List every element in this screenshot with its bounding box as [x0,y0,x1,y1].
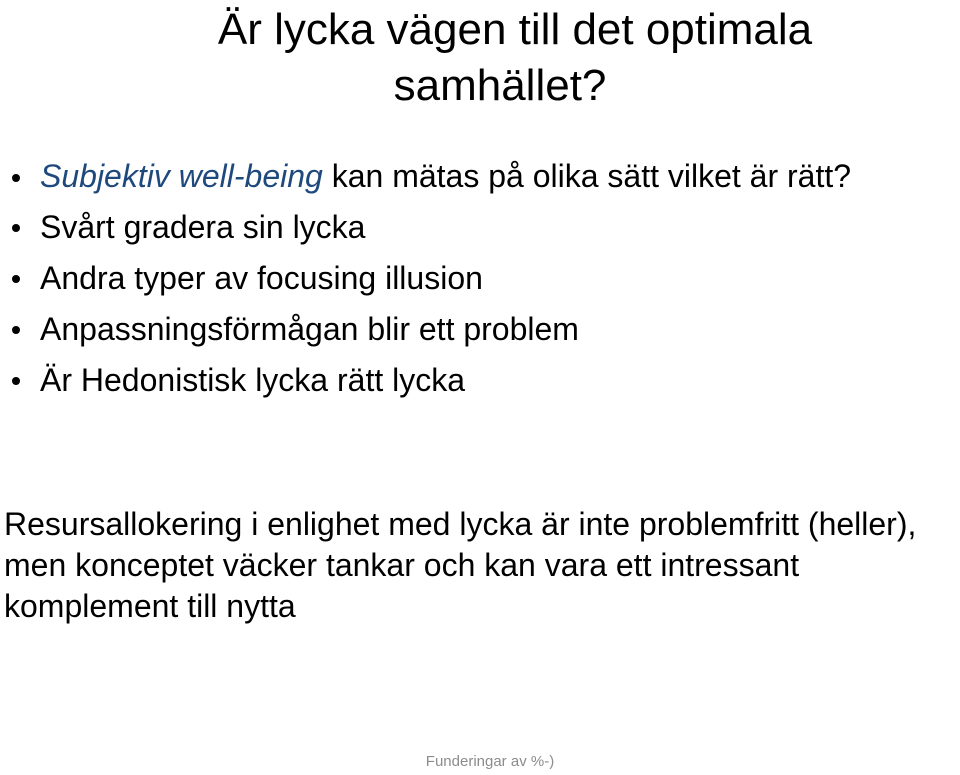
bullet-list [0,158,960,412]
bullet-dot-icon [12,377,20,385]
bullet-emphasis: Subjektiv well-being [40,158,323,194]
bullet-item [0,259,940,297]
bullet-dot-icon [12,275,20,283]
slide-title [60,2,930,114]
bullet-text: Är Hedonistisk lycka rätt lycka [40,362,466,398]
bullet-dot-icon [12,326,20,334]
bullet-item [0,361,940,399]
bullet-text: kan mätas på olika sätt vilket är rätt? [322,158,852,194]
slide-title-line-1: Är lycka vägen till det optimala [217,5,813,54]
slide-footer: Funderingar av %-) [425,753,555,770]
bullet-item [0,158,940,194]
bullet-text: Andra typer av focusing illusion [40,260,483,296]
slide-note: Resursallokering i enlighet med lycka är inte problemfritt (heller), men konceptet väcker tankar och kan vara ett intressant komplement till nytta [4,506,917,624]
bullet-dot-icon [12,174,20,182]
bullet-dot-icon [12,224,20,232]
bullet-item [0,208,940,246]
slide-title-line-2: samhället? [393,61,607,110]
bullet-text: Svårt gradera sin lycka [40,209,366,245]
bullet-item [0,310,940,348]
bullet-text: Anpassningsförmågan blir ett problem [40,311,579,347]
